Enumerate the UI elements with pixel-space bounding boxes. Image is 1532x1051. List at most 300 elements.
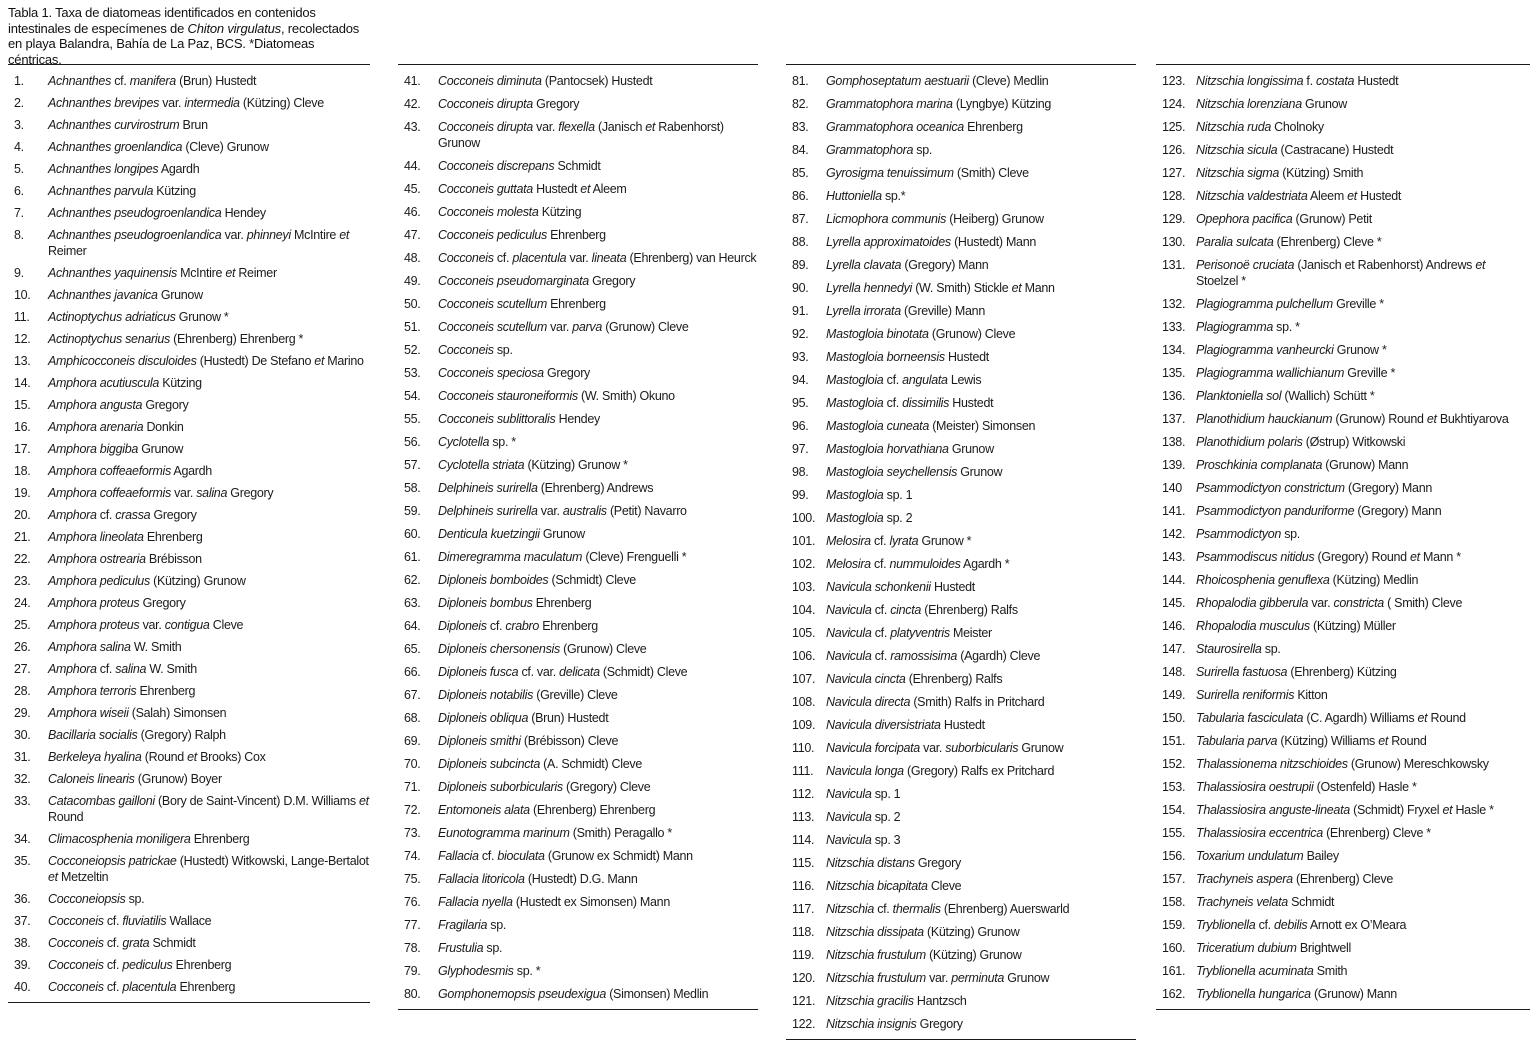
entry-name: Plagiogramma wallichianum Greville * bbox=[1196, 366, 1396, 380]
entry-number: 94. bbox=[792, 373, 809, 387]
taxon-entry bbox=[398, 940, 758, 956]
taxon-entry bbox=[398, 687, 758, 703]
entry-name: Mastogloia seychellensis Grunow bbox=[826, 465, 1003, 479]
entry-number: 49. bbox=[404, 274, 421, 288]
taxon-entry bbox=[786, 970, 1136, 986]
taxon-entry bbox=[398, 388, 758, 404]
entry-name: Lyrella hennedyi (W. Smith) Stickle et Mann bbox=[826, 281, 1055, 295]
entry-name: Nitzschia lorenziana Grunow bbox=[1196, 97, 1348, 111]
entry-number: 48. bbox=[404, 251, 421, 265]
taxon-entry bbox=[1156, 802, 1530, 818]
entry-name: Amphora proteus Gregory bbox=[48, 596, 186, 610]
entry-number: 28. bbox=[14, 684, 31, 698]
entry-name: Lyrella approximatoides (Hustedt) Mann bbox=[826, 235, 1037, 249]
taxon-entry bbox=[1156, 618, 1530, 634]
entry-name: Mastogloia cf. dissimilis Hustedt bbox=[826, 396, 994, 410]
taxon-entry bbox=[1156, 825, 1530, 841]
entry-name: Planothidium polaris (Østrup) Witkowski bbox=[1196, 435, 1406, 449]
entry-number: 82. bbox=[792, 97, 809, 111]
entry-number: 23. bbox=[14, 574, 31, 588]
entry-number: 100. bbox=[792, 511, 816, 525]
taxon-entry bbox=[8, 853, 370, 885]
entry-name: Psammodiscus nitidus (Gregory) Round et Mann * bbox=[1196, 550, 1461, 564]
entry-number: 14. bbox=[14, 376, 31, 390]
entry-name: Rhopalodia gibberula var. constricta ( Smith) Cleve bbox=[1196, 596, 1463, 610]
entry-number: 103. bbox=[792, 580, 816, 594]
entry-name: Diploneis bomboides (Schmidt) Cleve bbox=[438, 573, 636, 587]
entry-number: 74. bbox=[404, 849, 421, 863]
table-caption bbox=[8, 0, 370, 67]
taxon-entry bbox=[398, 73, 758, 89]
entry-number: 115. bbox=[792, 856, 815, 870]
taxa-column-3 bbox=[786, 0, 1136, 1040]
entry-number: 5. bbox=[14, 162, 24, 176]
taxon-entry bbox=[1156, 963, 1530, 979]
entry-name: Navicula cf. platyventris Meister bbox=[826, 626, 992, 640]
entry-name: Amphora biggiba Grunow bbox=[48, 442, 184, 456]
entry-name: Gomphonemopsis pseudexigua (Simonsen) Medlin bbox=[438, 987, 709, 1001]
entry-number: 67. bbox=[404, 688, 421, 702]
taxon-entry bbox=[1156, 73, 1530, 89]
entry-name: Huttoniella sp.* bbox=[826, 189, 906, 203]
entry-number: 79. bbox=[404, 964, 421, 978]
entry-number: 31. bbox=[14, 750, 31, 764]
entry-name: Amphora cf. salina W. Smith bbox=[48, 662, 197, 676]
entry-name: Nitzschia sicula (Castracane) Hustedt bbox=[1196, 143, 1394, 157]
taxon-entry bbox=[1156, 119, 1530, 135]
taxon-entry bbox=[8, 441, 370, 457]
taxon-entry bbox=[786, 234, 1136, 250]
taxon-entry bbox=[398, 986, 758, 1002]
entry-name: Staurosirella sp. bbox=[1196, 642, 1281, 656]
entry-number: 72. bbox=[404, 803, 421, 817]
entry-name: Tryblionella cf. debilis Arnott ex O’Meara bbox=[1196, 918, 1407, 932]
entry-number: 35. bbox=[14, 854, 31, 868]
taxon-entry bbox=[8, 227, 370, 259]
taxon-entry bbox=[1156, 480, 1530, 496]
taxon-entry bbox=[1156, 526, 1530, 542]
entry-number: 70. bbox=[404, 757, 421, 771]
taxon-entry bbox=[398, 319, 758, 335]
entry-name: Achnanthes javanica Grunow bbox=[48, 288, 203, 302]
entry-name: Mastogloia cf. angulata Lewis bbox=[826, 373, 982, 387]
entry-name: Tabularia fasciculata (C. Agardh) Williams et Round bbox=[1196, 711, 1466, 725]
entry-name: Nitzschia gracilis Hantzsch bbox=[826, 994, 967, 1008]
entry-name: Fallacia litoricola (Hustedt) D.G. Mann bbox=[438, 872, 638, 886]
entry-number: 71. bbox=[404, 780, 421, 794]
entry-name: Amphora coffeaeformis var. salina Gregory bbox=[48, 486, 274, 500]
entry-name: Rhopalodia musculus (Kützing) Müller bbox=[1196, 619, 1396, 633]
taxon-entry bbox=[1156, 211, 1530, 227]
entry-number: 140 bbox=[1162, 481, 1182, 495]
entry-number: 33. bbox=[14, 794, 31, 808]
entry-name: Melosira cf. lyrata Grunow * bbox=[826, 534, 972, 548]
taxon-entry bbox=[398, 710, 758, 726]
taxon-entry bbox=[8, 375, 370, 391]
taxon-entry bbox=[8, 595, 370, 611]
taxon-entry bbox=[8, 683, 370, 699]
entry-number: 57. bbox=[404, 458, 421, 472]
entry-name: Achnanthes parvula Kützing bbox=[48, 184, 196, 198]
taxa-list-4 bbox=[1156, 64, 1530, 1010]
taxon-entry bbox=[398, 526, 758, 542]
taxon-entry bbox=[8, 727, 370, 743]
entry-number: 129. bbox=[1162, 212, 1186, 226]
entry-number: 37. bbox=[14, 914, 31, 928]
entry-name: Diploneis chersonensis (Grunow) Cleve bbox=[438, 642, 647, 656]
entry-name: Nitzschia frustulum (Kützing) Grunow bbox=[826, 948, 1022, 962]
entry-number: 159. bbox=[1162, 918, 1186, 932]
column-3-spacer bbox=[786, 0, 1136, 64]
entry-number: 32. bbox=[14, 772, 31, 786]
entry-number: 106. bbox=[792, 649, 816, 663]
taxa-list-2 bbox=[398, 64, 758, 1010]
taxon-entry bbox=[8, 771, 370, 787]
taxon-entry bbox=[786, 188, 1136, 204]
taxon-entry bbox=[398, 227, 758, 243]
entry-name: Nitzschia longissima f. costata Hustedt bbox=[1196, 74, 1399, 88]
taxon-entry bbox=[1156, 296, 1530, 312]
entry-number: 142. bbox=[1162, 527, 1186, 541]
entry-number: 88. bbox=[792, 235, 809, 249]
entry-number: 24. bbox=[14, 596, 31, 610]
entry-number: 15. bbox=[14, 398, 31, 412]
taxon-entry bbox=[1156, 664, 1530, 680]
entry-name: Surirella fastuosa (Ehrenberg) Kützing bbox=[1196, 665, 1397, 679]
entry-number: 30. bbox=[14, 728, 31, 742]
entry-number: 7. bbox=[14, 206, 24, 220]
entry-number: 146. bbox=[1162, 619, 1186, 633]
table-caption-text: Tabla 1. Taxa de diatomeas identificados en contenidos intestinales de especímenes de Chiton virgulatus, recolectados en playa Balandra, Bahía de La Paz, BCS. *Diatomeas céntricas. bbox=[8, 5, 360, 67]
entry-number: 144. bbox=[1162, 573, 1186, 587]
entry-name: Cocconeis sublittoralis Hendey bbox=[438, 412, 600, 426]
entry-name: Amphora pediculus (Kützing) Grunow bbox=[48, 574, 246, 588]
taxon-entry bbox=[398, 848, 758, 864]
entry-name: Cocconeis sp. bbox=[438, 343, 513, 357]
entry-name: Diploneis notabilis (Greville) Cleve bbox=[438, 688, 618, 702]
entry-number: 17. bbox=[14, 442, 31, 456]
entry-name: Mastogloia cuneata (Meister) Simonsen bbox=[826, 419, 1036, 433]
entry-number: 131. bbox=[1162, 258, 1186, 272]
entry-name: Catacombas gailloni (Bory de Saint-Vincent) D.M. Williams et Round bbox=[48, 794, 369, 824]
entry-number: 132. bbox=[1162, 297, 1186, 311]
taxon-entry bbox=[398, 733, 758, 749]
entry-number: 98. bbox=[792, 465, 809, 479]
entry-number: 147. bbox=[1162, 642, 1186, 656]
entry-number: 40. bbox=[14, 980, 31, 994]
entry-name: Cocconeis scutellum Ehrenberg bbox=[438, 297, 606, 311]
entry-number: 119. bbox=[792, 948, 815, 962]
taxa-column-1 bbox=[8, 0, 370, 1003]
entry-number: 143. bbox=[1162, 550, 1186, 564]
taxon-entry bbox=[398, 549, 758, 565]
taxon-entry bbox=[786, 165, 1136, 181]
entry-name: Amphora salina W. Smith bbox=[48, 640, 182, 654]
taxon-entry bbox=[786, 671, 1136, 687]
entry-number: 84. bbox=[792, 143, 809, 157]
entry-number: 113. bbox=[792, 810, 815, 824]
entry-number: 138. bbox=[1162, 435, 1186, 449]
entry-name: Entomoneis alata (Ehrenberg) Ehrenberg bbox=[438, 803, 656, 817]
taxon-entry bbox=[786, 441, 1136, 457]
taxon-entry bbox=[398, 641, 758, 657]
entry-number: 83. bbox=[792, 120, 809, 134]
taxon-entry bbox=[398, 480, 758, 496]
entry-number: 93. bbox=[792, 350, 809, 364]
entry-name: Amphora coffeaeformis Agardh bbox=[48, 464, 212, 478]
taxon-entry bbox=[8, 639, 370, 655]
entry-name: Amphora proteus var. contigua Cleve bbox=[48, 618, 244, 632]
taxon-entry bbox=[786, 372, 1136, 388]
taxon-entry bbox=[398, 296, 758, 312]
entry-name: Frustulia sp. bbox=[438, 941, 503, 955]
entry-number: 53. bbox=[404, 366, 421, 380]
entry-name: Lyrella clavata (Gregory) Mann bbox=[826, 258, 989, 272]
entry-number: 80. bbox=[404, 987, 421, 1001]
entry-name: Amphicocconeis disculoides (Hustedt) De Stefano et Marino bbox=[48, 354, 364, 368]
taxa-column-2 bbox=[398, 0, 758, 1010]
entry-name: Opephora pacifica (Grunow) Petit bbox=[1196, 212, 1372, 226]
taxon-entry bbox=[398, 158, 758, 174]
taxon-entry bbox=[8, 935, 370, 951]
entry-name: Cocconeis discrepans Schmidt bbox=[438, 159, 601, 173]
taxon-entry bbox=[8, 913, 370, 929]
entry-number: 86. bbox=[792, 189, 809, 203]
entry-name: Nitzschia ruda Cholnoky bbox=[1196, 120, 1324, 134]
entry-number: 117. bbox=[792, 902, 815, 916]
entry-name: Cocconeis speciosa Gregory bbox=[438, 366, 591, 380]
taxon-entry bbox=[1156, 940, 1530, 956]
taxon-entry bbox=[1156, 641, 1530, 657]
entry-name: Amphora lineolata Ehrenberg bbox=[48, 530, 203, 544]
entry-number: 16. bbox=[14, 420, 31, 434]
entry-name: Plagiogramma pulchellum Greville * bbox=[1196, 297, 1384, 311]
entry-name: Tabularia parva (Kützing) Williams et Round bbox=[1196, 734, 1427, 748]
taxon-entry bbox=[1156, 319, 1530, 335]
entry-name: Triceratium dubium Brightwell bbox=[1196, 941, 1352, 955]
entry-number: 151. bbox=[1162, 734, 1186, 748]
taxon-entry bbox=[398, 457, 758, 473]
entry-number: 42. bbox=[404, 97, 421, 111]
taxon-entry bbox=[398, 250, 758, 266]
taxon-entry bbox=[786, 740, 1136, 756]
entry-name: Diploneis cf. crabro Ehrenberg bbox=[438, 619, 598, 633]
taxon-entry bbox=[786, 556, 1136, 572]
entry-name: Psammodictyon panduriforme (Gregory) Mann bbox=[1196, 504, 1442, 518]
taxon-entry bbox=[1156, 365, 1530, 381]
taxon-entry bbox=[8, 117, 370, 133]
taxon-entry bbox=[786, 993, 1136, 1009]
entry-name: Licmophora communis (Heiberg) Grunow bbox=[826, 212, 1044, 226]
entry-name: Plagiogramma sp. * bbox=[1196, 320, 1300, 334]
entry-number: 121. bbox=[792, 994, 816, 1008]
entry-number: 156. bbox=[1162, 849, 1186, 863]
entry-name: Navicula cincta (Ehrenberg) Ralfs bbox=[826, 672, 1003, 686]
entry-number: 109. bbox=[792, 718, 816, 732]
taxon-entry bbox=[8, 353, 370, 369]
taxon-entry bbox=[1156, 733, 1530, 749]
entry-number: 112. bbox=[792, 787, 815, 801]
taxon-entry bbox=[8, 551, 370, 567]
taxon-entry bbox=[1156, 894, 1530, 910]
entry-number: 152. bbox=[1162, 757, 1186, 771]
entry-name: Tryblionella acuminata Smith bbox=[1196, 964, 1348, 978]
entry-name: Fallacia cf. bioculata (Grunow ex Schmidt) Mann bbox=[438, 849, 693, 863]
entry-name: Actinoptychus adriaticus Grunow * bbox=[48, 310, 229, 324]
taxon-entry bbox=[786, 487, 1136, 503]
entry-name: Tryblionella hungarica (Grunow) Mann bbox=[1196, 987, 1397, 1001]
taxon-entry bbox=[786, 786, 1136, 802]
entry-name: Amphora ostrearia Brébisson bbox=[48, 552, 202, 566]
entry-number: 128. bbox=[1162, 189, 1186, 203]
entry-name: Nitzschia frustulum var. perminuta Grunow bbox=[826, 971, 1050, 985]
entry-number: 4. bbox=[14, 140, 24, 154]
entry-name: Psammodictyon constrictum (Gregory) Mann bbox=[1196, 481, 1433, 495]
taxon-entry bbox=[8, 139, 370, 155]
taxon-entry bbox=[8, 397, 370, 413]
entry-name: Navicula sp. 3 bbox=[826, 833, 901, 847]
entry-name: Grammatophora marina (Lyngbye) Kützing bbox=[826, 97, 1052, 111]
entry-number: 43. bbox=[404, 120, 421, 134]
taxa-list-3 bbox=[786, 64, 1136, 1040]
entry-name: Amphora cf. crassa Gregory bbox=[48, 508, 197, 522]
taxon-entry bbox=[786, 625, 1136, 641]
entry-number: 10. bbox=[14, 288, 31, 302]
entry-name: Mastogloia sp. 2 bbox=[826, 511, 913, 525]
entry-number: 92. bbox=[792, 327, 809, 341]
taxon-entry bbox=[8, 617, 370, 633]
entry-number: 18. bbox=[14, 464, 31, 478]
entry-name: Nitzschia cf. thermalis (Ehrenberg) Auerswarld bbox=[826, 902, 1070, 916]
entry-name: Glyphodesmis sp. * bbox=[438, 964, 541, 978]
entry-name: Navicula longa (Gregory) Ralfs ex Pritchard bbox=[826, 764, 1055, 778]
entry-number: 110. bbox=[792, 741, 815, 755]
entry-name: Cocconeis stauroneiformis (W. Smith) Okuno bbox=[438, 389, 675, 403]
taxon-entry bbox=[8, 573, 370, 589]
taxon-entry bbox=[398, 595, 758, 611]
taxon-entry bbox=[786, 924, 1136, 940]
entry-number: 130. bbox=[1162, 235, 1186, 249]
entry-name: Delphineis surirella var. australis (Petit) Navarro bbox=[438, 504, 687, 518]
entry-number: 90. bbox=[792, 281, 809, 295]
entry-number: 61. bbox=[404, 550, 421, 564]
entry-name: Plagiogramma vanheurcki Grunow * bbox=[1196, 343, 1387, 357]
taxon-entry bbox=[1156, 986, 1530, 1002]
taxon-entry bbox=[786, 211, 1136, 227]
entry-number: 154. bbox=[1162, 803, 1186, 817]
entry-number: 95. bbox=[792, 396, 809, 410]
entry-number: 107. bbox=[792, 672, 816, 686]
entry-number: 141. bbox=[1162, 504, 1186, 518]
entry-name: Diploneis obliqua (Brun) Hustedt bbox=[438, 711, 609, 725]
entry-name: Proschkinia complanata (Grunow) Mann bbox=[1196, 458, 1409, 472]
entry-number: 51. bbox=[404, 320, 421, 334]
entry-name: Navicula diversistriata Hustedt bbox=[826, 718, 985, 732]
taxon-entry bbox=[398, 342, 758, 358]
taxon-entry bbox=[786, 832, 1136, 848]
entry-number: 126. bbox=[1162, 143, 1186, 157]
entry-name: Cocconeis cf. grata Schmidt bbox=[48, 936, 196, 950]
taxon-entry bbox=[1156, 411, 1530, 427]
entry-name: Amphora arenaria Donkin bbox=[48, 420, 184, 434]
taxon-entry bbox=[786, 1016, 1136, 1032]
taxon-entry bbox=[398, 664, 758, 680]
entry-name: Cocconeis cf. pediculus Ehrenberg bbox=[48, 958, 232, 972]
entry-name: Trachyneis aspera (Ehrenberg) Cleve bbox=[1196, 872, 1394, 886]
entry-number: 139. bbox=[1162, 458, 1186, 472]
taxon-entry bbox=[786, 257, 1136, 273]
taxon-entry bbox=[398, 434, 758, 450]
entry-name: Nitzschia valdestriata Aleem et Hustedt bbox=[1196, 189, 1402, 203]
entry-number: 27. bbox=[14, 662, 31, 676]
entry-number: 97. bbox=[792, 442, 809, 456]
entry-number: 135. bbox=[1162, 366, 1186, 380]
entry-name: Trachyneis velata Schmidt bbox=[1196, 895, 1335, 909]
entry-number: 89. bbox=[792, 258, 809, 272]
taxon-entry bbox=[786, 602, 1136, 618]
entry-name: Achnanthes longipes Agardh bbox=[48, 162, 200, 176]
entry-number: 137. bbox=[1162, 412, 1186, 426]
entry-name: Nitzschia distans Gregory bbox=[826, 856, 961, 870]
entry-number: 3. bbox=[14, 118, 24, 132]
entry-name: Cocconeis cf. placentula Ehrenberg bbox=[48, 980, 236, 994]
column-2-spacer bbox=[398, 0, 758, 64]
taxon-entry bbox=[8, 507, 370, 523]
entry-name: Lyrella irrorata (Greville) Mann bbox=[826, 304, 985, 318]
taxon-entry bbox=[1156, 96, 1530, 112]
taxon-entry bbox=[1156, 457, 1530, 473]
taxon-entry bbox=[8, 749, 370, 765]
entry-name: Achnanthes curvirostrum Brun bbox=[48, 118, 208, 132]
taxa-column-4 bbox=[1156, 0, 1530, 1010]
entry-number: 120. bbox=[792, 971, 816, 985]
taxon-entry bbox=[786, 717, 1136, 733]
entry-number: 162. bbox=[1162, 987, 1186, 1001]
entry-number: 105. bbox=[792, 626, 816, 640]
entry-number: 127. bbox=[1162, 166, 1186, 180]
entry-name: Amphora acutiuscula Kützing bbox=[48, 376, 202, 390]
taxon-entry bbox=[1156, 188, 1530, 204]
entry-number: 114. bbox=[792, 833, 815, 847]
entry-number: 54. bbox=[404, 389, 421, 403]
entry-number: 60. bbox=[404, 527, 421, 541]
taxon-entry bbox=[8, 95, 370, 111]
entry-name: Surirella reniformis Kitton bbox=[1196, 688, 1328, 702]
taxon-entry bbox=[398, 963, 758, 979]
taxon-entry bbox=[398, 572, 758, 588]
taxon-entry bbox=[1156, 917, 1530, 933]
taxon-entry bbox=[398, 273, 758, 289]
entry-number: 56. bbox=[404, 435, 421, 449]
entry-number: 47. bbox=[404, 228, 421, 242]
entry-number: 65. bbox=[404, 642, 421, 656]
entry-number: 9. bbox=[14, 266, 24, 280]
entry-name: Achnanthes cf. manifera (Brun) Hustedt bbox=[48, 74, 257, 88]
taxon-entry bbox=[8, 331, 370, 347]
entry-number: 91. bbox=[792, 304, 809, 318]
taxon-entry bbox=[1156, 779, 1530, 795]
taxon-entry bbox=[1156, 871, 1530, 887]
entry-number: 136. bbox=[1162, 389, 1186, 403]
taxon-entry bbox=[8, 979, 370, 995]
entry-name: Psammodictyon sp. bbox=[1196, 527, 1300, 541]
entry-name: Grammatophora oceanica Ehrenberg bbox=[826, 120, 1023, 134]
taxon-entry bbox=[786, 579, 1136, 595]
entry-number: 20. bbox=[14, 508, 31, 522]
taxon-entry bbox=[8, 265, 370, 281]
entry-number: 157. bbox=[1162, 872, 1186, 886]
entry-number: 46. bbox=[404, 205, 421, 219]
